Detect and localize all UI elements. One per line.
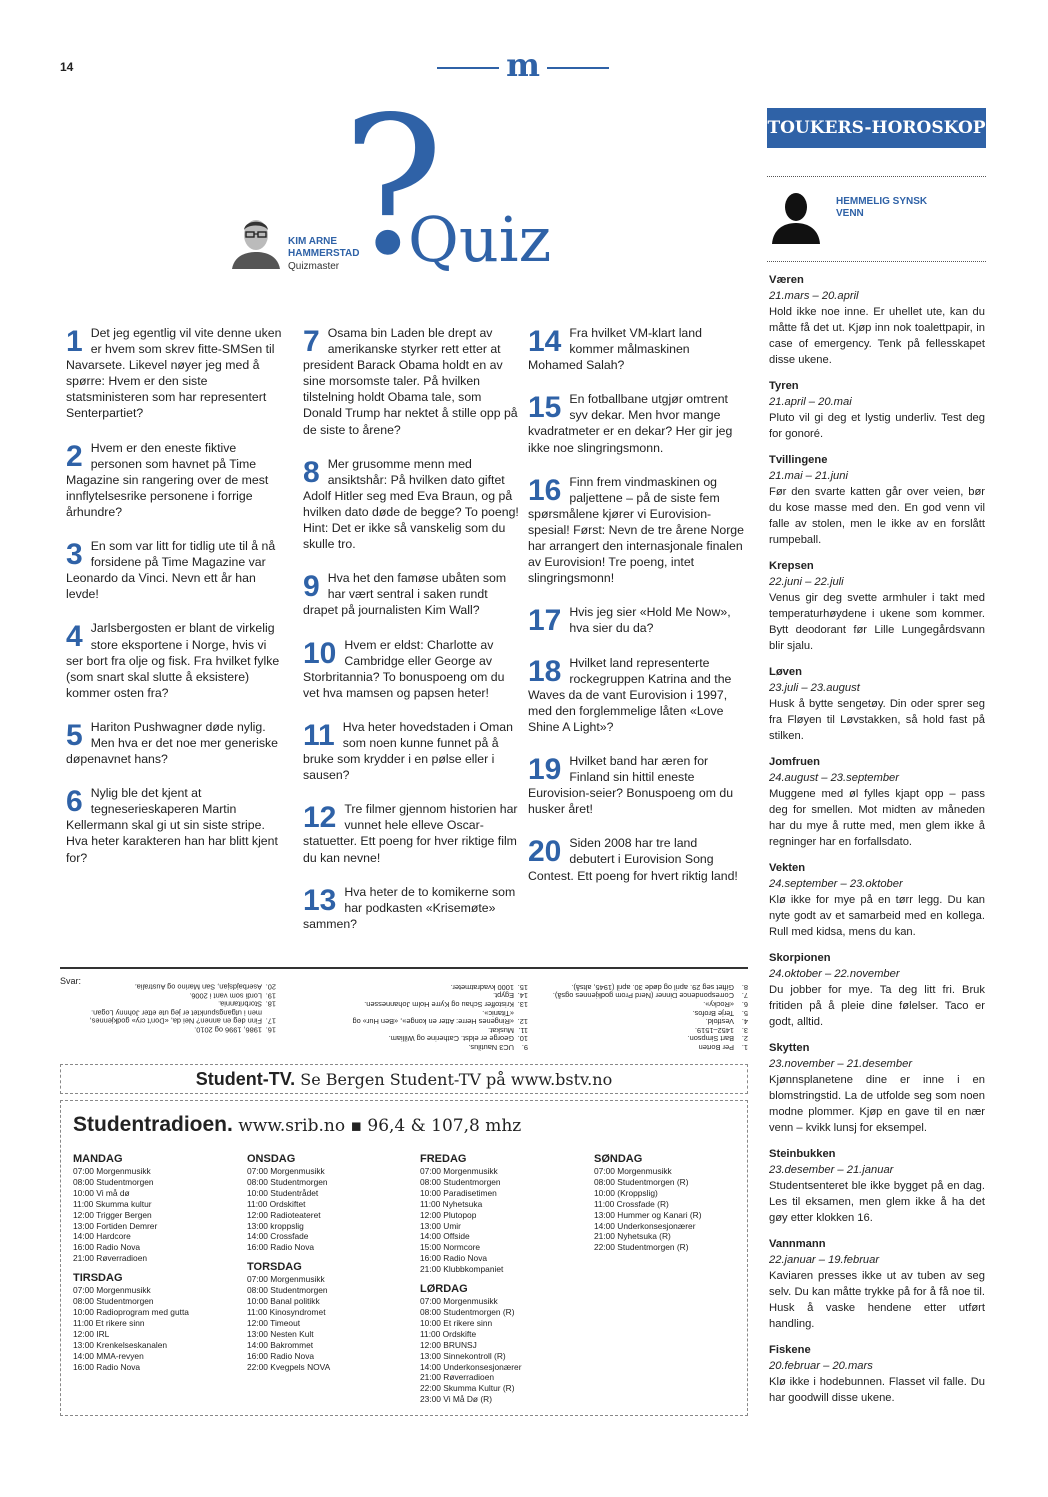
question-number: 8 <box>303 455 320 489</box>
horoscope-sign <box>769 272 985 368</box>
question-number: 10 <box>303 636 337 670</box>
question-text: Hvem er eldst: Charlotte av Cambridge eller George av Storbritannia? To bonuspoeng om du vet hva mamsen og papsen heter! <box>303 637 505 700</box>
question-number: 16 <box>528 473 562 507</box>
answer-row: 7.Correspondence Dinner (Nerd Prom godkjennes også). <box>552 991 748 1001</box>
quiz-question <box>303 325 519 438</box>
radio-day-heading: TORSDAG <box>247 1261 302 1274</box>
quiz-question <box>528 604 744 636</box>
horoscope-sign <box>769 452 985 548</box>
sign-name: Vekten <box>769 862 806 874</box>
radio-slot: 16:00 Radio Nova <box>247 1350 315 1361</box>
radio-day-heading: SØNDAG <box>594 1153 643 1165</box>
question-text: Tre filmer gjennom historien har vunnet hele elleve Oscar-statuetter. Ett poeng for hver riktige film du kan nevne! <box>303 802 518 865</box>
answer-row: 8.Giftet seg 29. april og døde 30. april (1945, altså). <box>571 982 748 992</box>
radio-slot: 21:00 Klubbkompaniet <box>420 1264 504 1275</box>
question-text: Hvem er den eneste fiktive personen som havnet på Time Magazine sin rangering over de mest innflytelsesrike personene i forrige århundre? <box>66 440 269 519</box>
quiz-column-2 <box>303 325 519 950</box>
radio-slot: 08:00 Studentmorgen <box>73 1176 154 1187</box>
sign-name: Vannmann <box>769 1238 826 1250</box>
masthead-rule-right <box>547 67 609 69</box>
answer-row: 17.Finn deg en annen? Nei da, «Don't cry» godkjennes, <box>89 1016 276 1026</box>
answer-row: 4.Vestfold. <box>705 1016 748 1026</box>
sign-text: Hold ikke noe inne. Er uhellet ute, kan du måtte få det ut. Kjøp inn nok toalettpapir, in case of emergency. Tenk på fellesskapet disse ukene. <box>769 306 985 366</box>
radio-slot: 08:00 Studentmorgen (R) <box>594 1176 689 1187</box>
sign-dates: 22.juni – 22.juli <box>769 576 844 588</box>
radio-slot: 14:00 Underkonsesjonærer <box>420 1361 522 1372</box>
answer-row: 2.Bart Simpson. <box>687 1034 748 1044</box>
radio-slot: 10:00 Radioprogram med gutta <box>73 1306 189 1317</box>
horoscope-sign <box>769 950 985 1030</box>
question-text: Jarlsbergosten er blant de virkelig store eksportene i Norge, hvis vi ser bort fra olje og fisk. Fra hvilket fylke (som snart skal slutte å eksistere) kommer osten fra? <box>66 621 280 700</box>
radio-slot: 11:00 Ordskiftet <box>247 1198 306 1209</box>
question-text: Hariton Pushwagner døde nylig. Men hva er det noe mer generiske døpenavnet hans? <box>66 719 278 767</box>
quiz-column-3 <box>528 325 744 902</box>
horoscope-rule-bottom <box>767 261 986 262</box>
question-number: 2 <box>66 439 83 473</box>
sign-dates: 23.juli – 23.august <box>769 682 860 694</box>
radio-slot: 13:00 kroppslig <box>247 1220 304 1231</box>
quiz-question <box>303 719 519 783</box>
answer-row: 10.George er eldst. Catherine og William. <box>388 1034 528 1044</box>
sign-dates: 24.september – 23.oktober <box>769 878 903 890</box>
horoscope-sign <box>769 558 985 654</box>
sign-dates: 23.november – 21.desember <box>769 1058 913 1070</box>
sign-name: Krepsen <box>769 560 814 572</box>
sign-name: Væren <box>769 274 804 286</box>
question-number: 14 <box>528 325 562 358</box>
question-text: Siden 2008 har tre land debutert i Eurovision Song Contest. Ett poeng for hvert riktig land! <box>528 836 738 883</box>
sign-text: Kaviaren presses ikke ut av tuben av seg selv. Du kan måtte trykke på for å få noe til. Husk å vaske hendene etter utført handling. <box>769 1270 985 1330</box>
radio-slot: 10:00 Et rikere sinn <box>420 1317 493 1328</box>
radio-column-2 <box>247 1149 417 1372</box>
radio-slot: 12:00 IRL <box>73 1328 110 1339</box>
sign-name: Tyren <box>769 380 799 392</box>
question-number: 19 <box>528 752 562 786</box>
radio-slot: 22:00 Skumma Kultur (R) <box>420 1383 515 1394</box>
sign-name: Skytten <box>769 1042 810 1054</box>
quiz-question <box>528 753 744 817</box>
question-text: Finn frem vindmaskinen og paljettene – på de siste fem spørsmålene kjører vi Eurovision-spesial! Først: Nevn de tre årene Norge har arrangert den internasjonale finalen av Eurovision! Tre poeng, intet slingringsmonn! <box>528 474 744 586</box>
radio-slot: 11:00 Skumma kultur <box>73 1198 152 1209</box>
sign-text: Husk å bytte sengetøy. Din oder sprer seg fra Fløyen til Løvstakken, så hold fast på stilken. <box>769 698 985 742</box>
quiz-question-mark: ? <box>342 76 444 297</box>
sign-name: Skorpionen <box>769 952 831 964</box>
radio-day-heading: TIRSDAG <box>73 1272 123 1285</box>
radio-slot: 08:00 Studentmorgen <box>73 1296 154 1307</box>
radio-slot: 11:00 Ordskifte <box>420 1328 477 1339</box>
horoscope-sign <box>769 1040 985 1136</box>
horoscope-sign <box>769 378 985 442</box>
answer-row: 15.1000 kvadratmeter. <box>450 982 528 992</box>
sign-dates: 21.mars – 20.april <box>769 290 859 302</box>
radio-info: www.srib.no ▪ 96,4 & 107,8 mhz <box>238 1116 522 1136</box>
radio-slot: 13:00 Krenkelseskanalen <box>73 1339 168 1350</box>
masthead <box>437 48 609 84</box>
quiz-author-name: KIM ARNE HAMMERSTAD <box>288 236 360 259</box>
radio-slot: 12:00 Plutopop <box>420 1209 477 1220</box>
quiz-question <box>303 456 519 553</box>
question-number: 18 <box>528 654 562 688</box>
question-number: 9 <box>303 570 320 604</box>
question-text: Det jeg egentlig vil vite denne uken er hvem som skrev fitte-SMSen til Navarsete. Likevel nøyer jeg med å spørre: Hvem er den siste statsministeren som har representert Senterpartiet? <box>66 326 282 421</box>
horoscope-sign <box>769 1146 985 1226</box>
radio-slot: 07:00 Morgenmusikk <box>594 1166 672 1176</box>
radio-slot: 10:00 Studentrådet <box>247 1187 319 1198</box>
radio-day-heading: MANDAG <box>73 1153 123 1165</box>
sign-dates: 21.april – 20.mai <box>769 396 852 408</box>
radio-slot: 12:00 Timeout <box>247 1317 301 1328</box>
question-text: Osama bin Laden ble drept av amerikanske styrker rett etter at president Barack Obama holdt en av sine morsomste taler. På hvilken tilstelning holdt Obama tale, som Donald Trump har nektet å stille opp på de siste to årene? <box>303 326 518 437</box>
answers-label: Svar: <box>60 976 82 986</box>
question-number: 3 <box>66 538 83 572</box>
sign-dates: 22.januar – 19.februar <box>769 1254 880 1266</box>
radio-name: Studentradioen. <box>73 1113 233 1136</box>
author-photo <box>228 213 284 269</box>
radio-slot: 11:00 Kinosyndromet <box>247 1306 326 1317</box>
sign-name: Tvillingene <box>769 454 828 466</box>
radio-slot: 11:00 Et rikere sinn <box>73 1317 145 1328</box>
radio-slot: 10:00 Vi må dø <box>73 1187 130 1198</box>
radio-slot: 21:00 Røverradioen <box>73 1253 148 1264</box>
horoscope-sign <box>769 754 985 850</box>
quiz-title: Quiz <box>408 203 552 276</box>
radio-slot: 10:00 Banal politikk <box>247 1296 320 1307</box>
radio-slot: 14:00 Crossfade <box>247 1231 309 1242</box>
horoscope-signs <box>769 272 985 1416</box>
horoscope-sign <box>769 664 985 744</box>
masthead-logo: m <box>506 46 540 84</box>
answers-column-2 <box>318 982 528 1051</box>
radio-slot: 07:00 Morgenmusikk <box>247 1274 325 1285</box>
radio-slot: 15:00 Normcore <box>420 1242 481 1253</box>
radio-column-3 <box>420 1149 590 1405</box>
radio-slot: 08:00 Studentmorgen <box>247 1285 328 1296</box>
quiz-question <box>66 325 282 422</box>
question-text: En fotballbane utgjør omtrent syv dekar. Men hvor mange kvadratmeter er en dekar? Her gir jeg ikke noe slingringsmonn. <box>528 392 733 455</box>
radio-day-heading: FREDAG <box>420 1153 467 1165</box>
quiz-question <box>528 325 744 373</box>
radio-header <box>73 1113 521 1137</box>
horoscope-title: TOUKERS-HOROSKOP <box>767 108 986 148</box>
answer-row: 9.UC3 Nautilus. <box>468 1042 528 1052</box>
horoscope-sign <box>769 1342 985 1406</box>
sign-dates: 24.oktober – 22.november <box>769 968 900 980</box>
radio-slot: 07:00 Morgenmusikk <box>420 1166 498 1176</box>
sign-dates: 23.desember – 21.januar <box>769 1164 894 1176</box>
quiz-question <box>528 474 744 587</box>
sign-text: Studentsenteret ble ikke bygget på en dag. Les til eksamen, men glem ikke å ha det gøy etter klokken 16. <box>769 1180 985 1224</box>
radio-slot: 11:00 Nyhetsuka <box>420 1198 483 1209</box>
radio-column-1 <box>73 1149 243 1372</box>
sign-text: Du jobber for mye. Ta deg litt fri. Bruk fritiden på å pleie dine følelser. Taco er godt, alltid. <box>769 984 985 1028</box>
page-number: 14 <box>60 60 74 74</box>
quiz-question <box>66 538 282 602</box>
radio-slot: 08:00 Studentmorgen (R) <box>420 1306 515 1317</box>
student-tv-name: Student-TV. <box>195 1069 296 1089</box>
quiz-question <box>66 785 282 865</box>
radio-slot: 14:00 MMA-revyen <box>73 1350 144 1361</box>
radio-slot: 07:00 Morgenmusikk <box>73 1166 151 1176</box>
quiz-question <box>303 637 519 701</box>
radio-slot: 10:00 Paradisetimen <box>420 1187 497 1198</box>
quiz-question <box>66 620 282 700</box>
radio-slot: 21:00 Nyhetsuka (R) <box>594 1231 671 1242</box>
sign-text: Muggene med øl fylles kjapt opp – pass deg for smellen. Mot midten av måneden har du mye å rutte med, men glem ikke å regninger har en forfallsdato. <box>769 788 985 848</box>
question-text: Hva heter hovedstaden i Oman som noen kunne funnet på å bruke som krydder i en pølse eller i sausen? <box>303 719 513 783</box>
answer-row: 11.Muskat. <box>488 1025 528 1035</box>
quiz-author-role: Quizmaster <box>288 261 340 272</box>
question-number: 12 <box>303 801 337 835</box>
question-text: Hvis jeg sier «Hold Me Now», hva sier du da? <box>569 605 731 636</box>
quiz-question <box>66 440 282 520</box>
radio-slot: 07:00 Morgenmusikk <box>73 1285 151 1296</box>
question-text: Hva het den famøse ubåten som har vært sentral i saken rundt drapet på journalisten Kim Wall? <box>303 571 507 618</box>
sign-text: Før den svarte katten går over veien, bør du kose masse med den. En god venn vil falle av stolen, men le ikke av en forslått rumpeball. <box>769 486 985 546</box>
radio-day-heading: LØRDAG <box>420 1283 468 1296</box>
question-number: 17 <box>528 604 562 638</box>
question-number: 6 <box>66 785 83 819</box>
question-text: Hvilket band har æren for Finland sin hittil eneste Eurovision-seier? Bonuspoeng om du husker året! <box>528 753 734 817</box>
quiz-column-1 <box>66 325 282 884</box>
answer-row: men i utgangspunktet er jeg ute etter Johnny Logan. <box>91 1008 262 1018</box>
radio-slot: 13:00 Nesten Kult <box>247 1328 314 1339</box>
radio-slot: 12:00 Radioteateret <box>247 1209 321 1220</box>
radio-slot: 16:00 Radio Nova <box>420 1253 488 1264</box>
sign-text: Kjønnsplanetene dine er inne i en blomstringstid. La de utfolde seg som noen modne plommer. Kjøp en gave til en nær venn – kvikk lunsj for eksempel. <box>769 1074 985 1134</box>
radio-slot: 14:00 Offside <box>420 1231 470 1242</box>
question-text: Mer grusomme menn med ansiktshår: På hvilken dato giftet Adolf Hitler seg med Eva Braun, og på hvilken dato døde de begge? To poeng! Hint: Det er ikke så vanskelig som du skulle tro. <box>303 456 519 552</box>
radio-slot: 16:00 Radio Nova <box>247 1242 315 1253</box>
radio-slot: 08:00 Studentmorgen <box>247 1176 328 1187</box>
answer-row: 20.Aserbajdsjan, San Marino og Australia. <box>134 982 276 992</box>
quiz-question <box>528 391 744 455</box>
radio-schedule-box <box>60 1100 748 1416</box>
sign-name: Fiskene <box>769 1344 811 1356</box>
radio-slot: 22:00 Kvegpels NOVA <box>247 1361 331 1372</box>
radio-slot: 14:00 Bakrommet <box>247 1339 314 1350</box>
quiz-question <box>66 719 282 767</box>
radio-slot: 13:00 Hummer og Kanari (R) <box>594 1209 702 1220</box>
radio-slot: 23:00 Vi Må Dø (R) <box>420 1394 492 1405</box>
radio-slot: 21:00 Røverradioen <box>420 1372 495 1383</box>
quiz-question <box>528 835 744 883</box>
student-tv-line <box>61 1069 747 1090</box>
question-number: 1 <box>66 325 83 358</box>
student-tv-text: Se Bergen Student-TV på www.bstv.no <box>300 1070 613 1089</box>
answer-row: 13.Kristoffer Schau og Kyrre Holm Johannessen. <box>364 999 528 1009</box>
answers-column-3 <box>66 982 276 1034</box>
radio-slot: 13:00 Umir <box>420 1220 461 1231</box>
sign-dates: 20.februar – 20.mars <box>769 1360 873 1372</box>
radio-slot: 16:00 Radio Nova <box>73 1361 141 1372</box>
answer-row: 14.Egypt. <box>493 991 528 1001</box>
radio-slot: 16:00 Radio Nova <box>73 1242 141 1253</box>
masthead-rule-left <box>437 67 499 69</box>
question-number: 5 <box>66 718 83 752</box>
sign-text: Pluto vil gi deg et lystig underliv. Test deg for gonoré. <box>769 412 985 440</box>
sign-dates: 24.august – 23.september <box>769 772 899 784</box>
question-number: 20 <box>528 835 562 869</box>
answer-row: «Titanic». <box>482 1008 514 1018</box>
answers-rule <box>60 967 748 969</box>
answer-row: 18.Storbritannia. <box>218 999 276 1009</box>
radio-column-4 <box>594 1149 764 1253</box>
sign-text: Klø ikke for mye på en tørr legg. Du kan nyte godt av et samarbeid med en kollega. Rull med kidsa, mens du kan. <box>769 894 985 938</box>
radio-slot: 10:00 (Kroppslig) <box>594 1187 658 1198</box>
radio-slot: 07:00 Morgenmusikk <box>420 1296 498 1307</box>
answer-row: 19.Lordi som vant i 2006. <box>189 991 276 1001</box>
sign-name: Løven <box>769 666 802 678</box>
question-number: 15 <box>528 391 562 425</box>
radio-slot: 12:00 BRUNSJ <box>420 1339 477 1350</box>
radio-slot: 14:00 Underkonsesjonærer <box>594 1220 696 1231</box>
horoscope-sign <box>769 1236 985 1332</box>
question-text: En som var litt for tidlig ute til å nå forsidene på Time Magazine var Leonardo da Vinci. Nevn ett år han levde! <box>66 539 276 602</box>
quiz-question <box>528 655 744 735</box>
student-tv-box <box>60 1064 748 1094</box>
radio-slot: 13:00 Fortiden Demrer <box>73 1220 158 1231</box>
quiz-question <box>303 801 519 865</box>
radio-slot: 12:00 Trigger Bergen <box>73 1209 152 1220</box>
question-number: 7 <box>303 325 320 358</box>
question-number: 4 <box>66 620 83 654</box>
sign-name: Jomfruen <box>769 756 820 768</box>
sign-dates: 21.mai – 21.juni <box>769 470 848 482</box>
answers-column-1 <box>536 982 748 1051</box>
question-number: 13 <box>303 883 337 917</box>
horoscope-sign <box>769 860 985 940</box>
sign-text: Klø ikke i hodebunnen. Flasset vil falle. Du har goodwill disse ukene. <box>769 1376 985 1404</box>
horoscope-rule-top <box>767 176 986 177</box>
radio-slot: 07:00 Morgenmusikk <box>247 1166 325 1176</box>
answer-row: 16.1986, 1996 og 2010. <box>194 1025 276 1035</box>
quiz-question <box>303 884 519 932</box>
radio-day-heading: ONSDAG <box>247 1153 296 1165</box>
question-text: Hva heter de to komikerne som har podkasten «Krisemøte» sammen? <box>303 884 516 931</box>
anonymous-silhouette-icon <box>770 190 822 244</box>
question-text: Hvilket land representerte rockegruppen Katrina and the Waves da de vant Eurovision i 1997, med den forglemmelige låten «Love Shine A Light»? <box>528 655 732 734</box>
answer-row: 6.«Rocky». <box>703 999 748 1009</box>
question-number: 11 <box>303 718 335 752</box>
answer-row: 12.«Ringenes Herre: Atter en konge», «Ben Hur» og <box>352 1016 528 1026</box>
radio-slot: 11:00 Crossfade (R) <box>594 1198 669 1209</box>
sign-name: Steinbukken <box>769 1148 836 1160</box>
radio-slot: 14:00 Hardcore <box>73 1231 131 1242</box>
answer-row: 1.Per Borten <box>698 1042 748 1052</box>
question-text: Nylig ble det kjent at tegneserieskaperen Martin Kellermann skal gi ut sin siste stripe. Hva heter karakteren han har blitt kjent for? <box>66 786 278 865</box>
radio-slot: 22:00 Studentmorgen (R) <box>594 1242 689 1253</box>
answer-row: 3.1452–1519. <box>694 1025 748 1035</box>
question-text: Fra hvilket VM-klart land kommer målmaskinen Mohamed Salah? <box>528 326 702 373</box>
horoscope-author: HEMMELIG SYNSK VENN <box>836 196 928 219</box>
radio-slot: 13:00 Sinnekontroll (R) <box>420 1350 506 1361</box>
answer-row: 5.Terje Brofos. <box>692 1008 748 1018</box>
sign-text: Venus gir deg svette armhuler i takt med temperaturhøydene i ukene som kommer. Bytt deodorant før Lille Lungegårdsvann blir sjalu. <box>769 592 985 652</box>
quiz-question <box>303 570 519 618</box>
radio-slot: 08:00 Studentmorgen <box>420 1176 501 1187</box>
